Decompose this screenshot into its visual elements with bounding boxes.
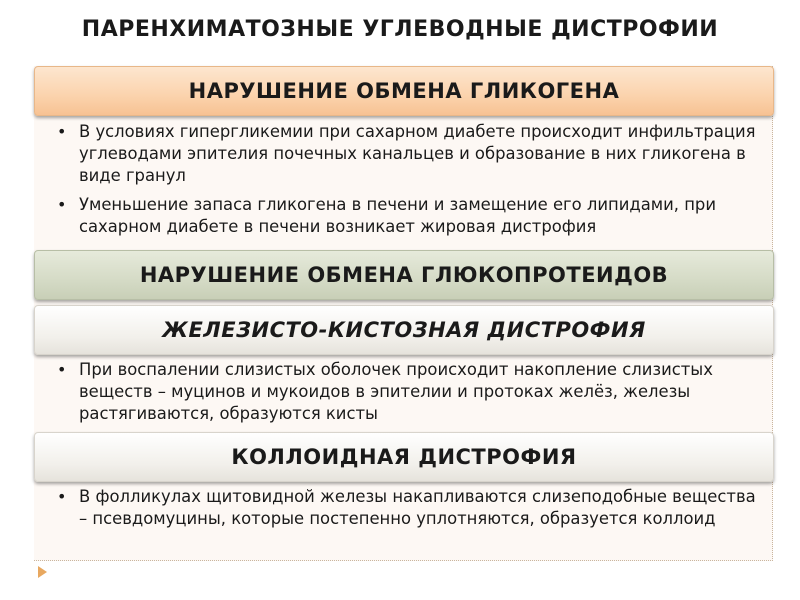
list-item: • В условиях гипергликемии при сахарном диабете происходит инфильтрация углеводами эпителия почечных канальцев и образование в них гликогена в виде гранул bbox=[40, 121, 760, 187]
next-slide-arrow-icon[interactable] bbox=[38, 566, 47, 578]
section-header-colloid bbox=[34, 432, 774, 482]
section-header-label: НАРУШЕНИЕ ОБМЕНА ГЛЮКОПРОТЕИДОВ bbox=[139, 263, 669, 287]
section-content-colloid bbox=[40, 486, 760, 530]
list-item: • При воспалении слизистых оболочек происходит накопление слизистых веществ – муцинов и мукоидов в эпителии и протоках желёз, железы растягиваются, образуются кисты bbox=[40, 359, 760, 425]
list-item: • В фолликулах щитовидной железы накапливаются слизеподобные вещества – псевдомуцины, которые постепенно уплотняются, образуется коллоид bbox=[40, 486, 760, 530]
section-content-glandular-cystic bbox=[40, 359, 760, 425]
section-header-glandular-cystic bbox=[34, 305, 774, 355]
section-header-glycoprotein bbox=[34, 250, 774, 300]
section-content-glycogen bbox=[40, 121, 760, 238]
list-item: • Уменьшение запаса гликогена в печени и замещение его липидами, при сахарном диабете в печени возникает жировая дистрофия bbox=[40, 194, 760, 238]
bullet-list bbox=[40, 121, 760, 238]
section-header-label: КОЛЛОИДНАЯ ДИСТРОФИЯ bbox=[231, 445, 577, 469]
section-header-glycogen bbox=[34, 66, 774, 116]
bullet-list bbox=[40, 486, 760, 530]
section-header-label: ЖЕЛЕЗИСТО-КИСТОЗНАЯ ДИСТРОФИЯ bbox=[162, 318, 646, 342]
section-header-label: НАРУШЕНИЕ ОБМЕНА ГЛИКОГЕНА bbox=[188, 79, 620, 103]
bullet-list bbox=[40, 359, 760, 425]
slide-title: ПАРЕНХИМАТОЗНЫЕ УГЛЕВОДНЫЕ ДИСТРОФИИ bbox=[81, 17, 719, 42]
